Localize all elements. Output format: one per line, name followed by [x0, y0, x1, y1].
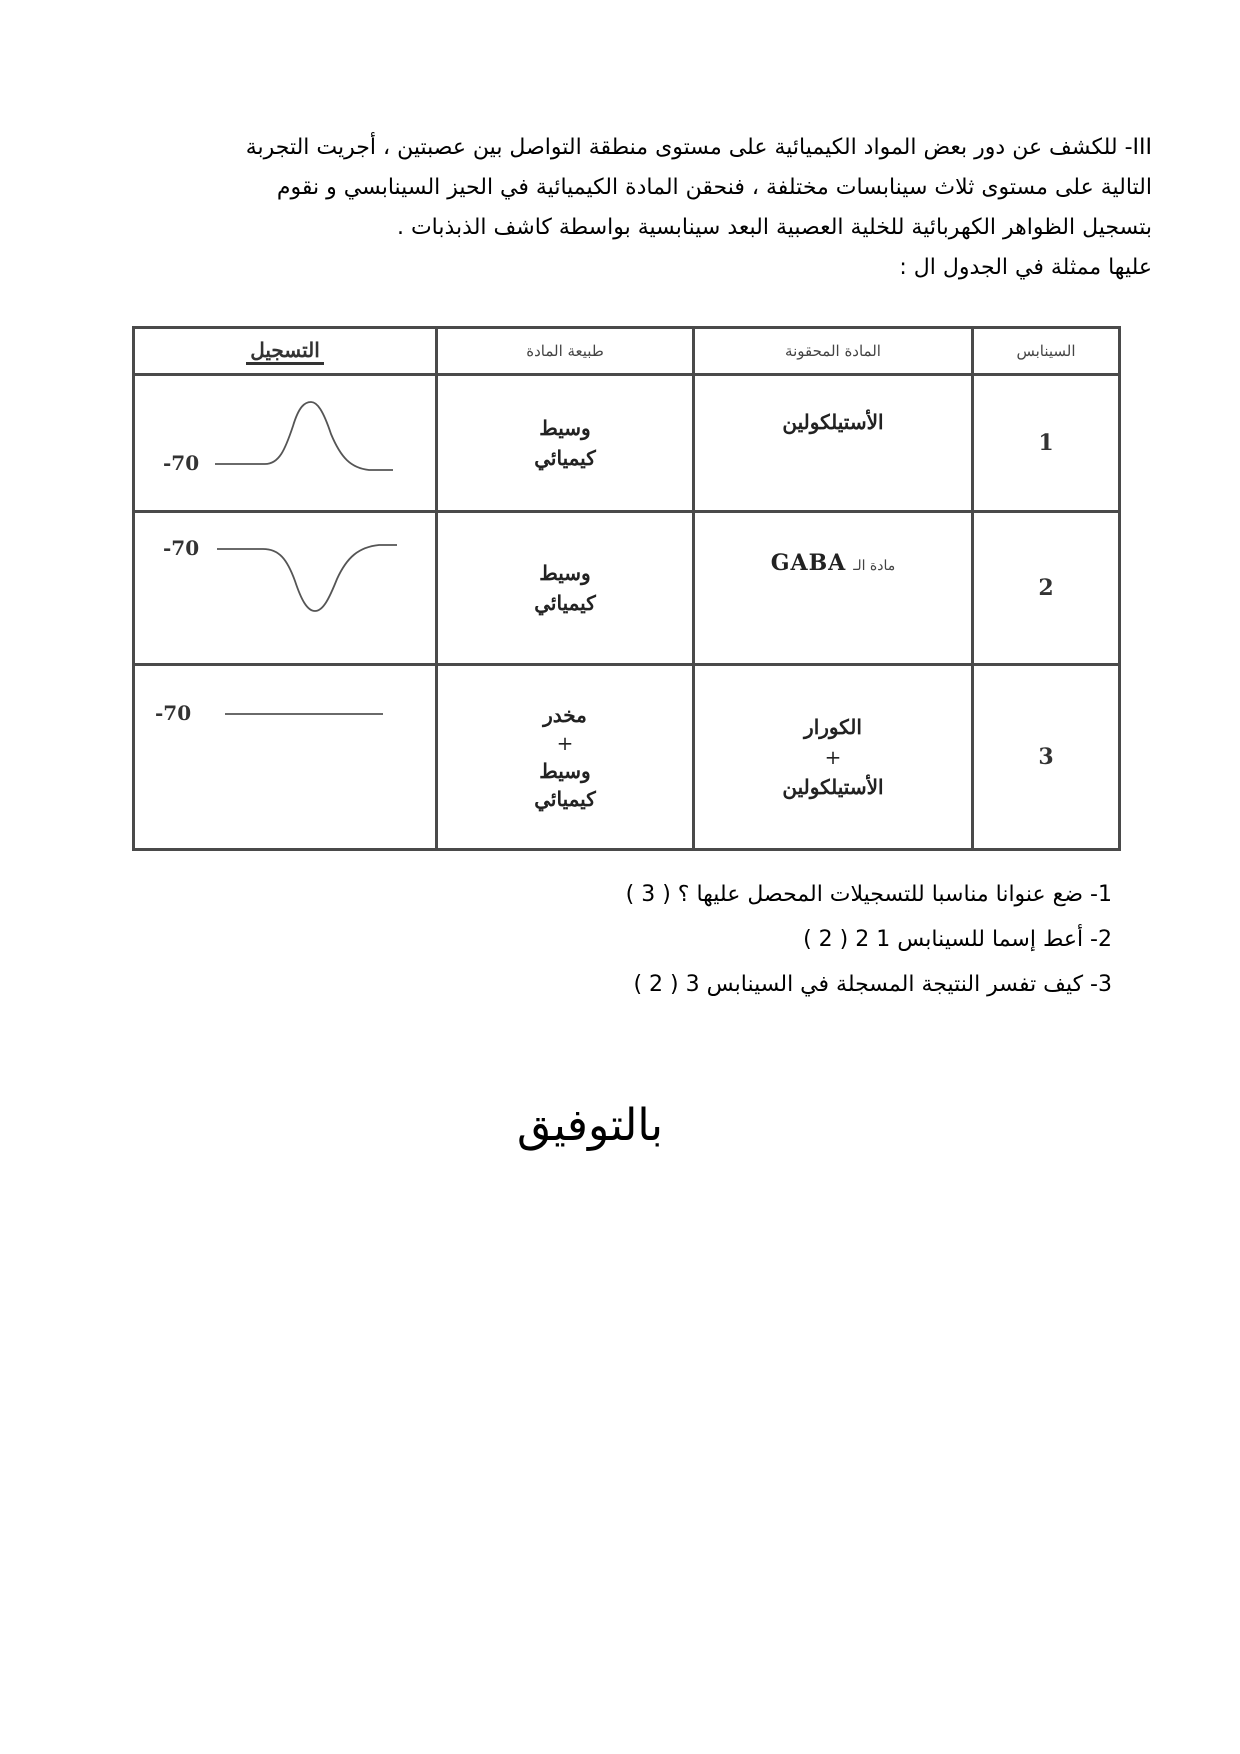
gaba-label: GABA [770, 550, 847, 576]
question-2: 2- أعط إسما للسينابس 1 2 ( 2 ) [803, 927, 1112, 952]
exercise-intro [92, 128, 1152, 288]
closing-wish: بالتوفيق [516, 1100, 664, 1151]
table-row [134, 512, 1120, 665]
table-row [134, 665, 1120, 850]
recording-cell-2 [134, 512, 437, 665]
substance-cell-3 [694, 665, 973, 850]
substance-text: الأستيلكولين [782, 775, 884, 799]
nature-text: كيميائي [534, 446, 596, 470]
nature-text: وسيط [539, 561, 591, 585]
recording-cell-1 [134, 375, 437, 512]
nature-text: كيميائي [534, 591, 596, 615]
experiment-table [132, 326, 1121, 851]
nature-cell-1 [437, 375, 694, 512]
header-recording: التسجيل [134, 328, 437, 375]
hyperpolarization-trace [155, 533, 415, 643]
substance-prefix: مادة الـ [853, 558, 896, 574]
plus-sign: + [824, 745, 842, 769]
nature-cell-2 [437, 512, 694, 665]
resting-potential-label: -70 [155, 701, 192, 725]
nature-text: كيميائي [534, 787, 596, 811]
intro-line-1: III- للكشف عن دور بعض المواد الكيميائية على مستوى منطقة التواصل بين عصبتين ، أجريت التجربة [245, 135, 1152, 160]
intro-line-3: بتسجيل الظواهر الكهربائية للخلية العصبية البعد سينابسية بواسطة كاشف الذبذبات . [396, 215, 1152, 240]
intro-line-4: عليها ممثلة في الجدول ال : [899, 255, 1152, 280]
substance-text: الكورار [804, 715, 862, 739]
table-row [134, 375, 1120, 512]
synapse-number: 3 [1038, 744, 1054, 770]
synapse-cell-3 [973, 665, 1120, 850]
nature-text: وسيط [539, 759, 591, 783]
resting-potential-label: -70 [163, 451, 200, 475]
substance-cell-1 [694, 375, 973, 512]
intro-line-2: التالية على مستوى ثلاث سينابسات مختلفة ، فنحقن المادة الكيميائية في الحيز السينابسي و نقوم [276, 175, 1152, 200]
nature-text: مخدر [543, 703, 587, 727]
header-injected-substance: المادة المحقونة [694, 328, 973, 375]
synapse-number: 2 [1038, 575, 1054, 601]
synapse-cell-1 [973, 375, 1120, 512]
substance-cell-2 [694, 512, 973, 665]
trace-line [217, 545, 397, 611]
header-synapse: السينابس [973, 328, 1120, 375]
depolarization-trace [155, 388, 415, 498]
question-3: 3- كيف تفسر النتيجة المسجلة في السينابس 3 ( 2 ) [633, 972, 1112, 997]
recording-cell-3 [134, 665, 437, 850]
plus-sign: + [556, 731, 574, 755]
questions-list [412, 872, 1112, 1007]
substance-text: الأستيلكولين [782, 410, 884, 434]
synapse-cell-2 [973, 512, 1120, 665]
nature-cell-3 [437, 665, 694, 850]
header-nature: طبيعة المادة [437, 328, 694, 375]
question-1: 1- ضع عنوانا مناسبا للتسجيلات المحصل عليها ؟ ( 3 ) [625, 882, 1112, 907]
table-header-row [134, 328, 1120, 375]
nature-text: وسيط [539, 416, 591, 440]
resting-potential-label: -70 [163, 536, 200, 560]
experiment-table-wrapper [132, 326, 1106, 848]
trace-line [215, 402, 393, 470]
synapse-number: 1 [1038, 430, 1054, 456]
flat-trace [155, 702, 415, 812]
